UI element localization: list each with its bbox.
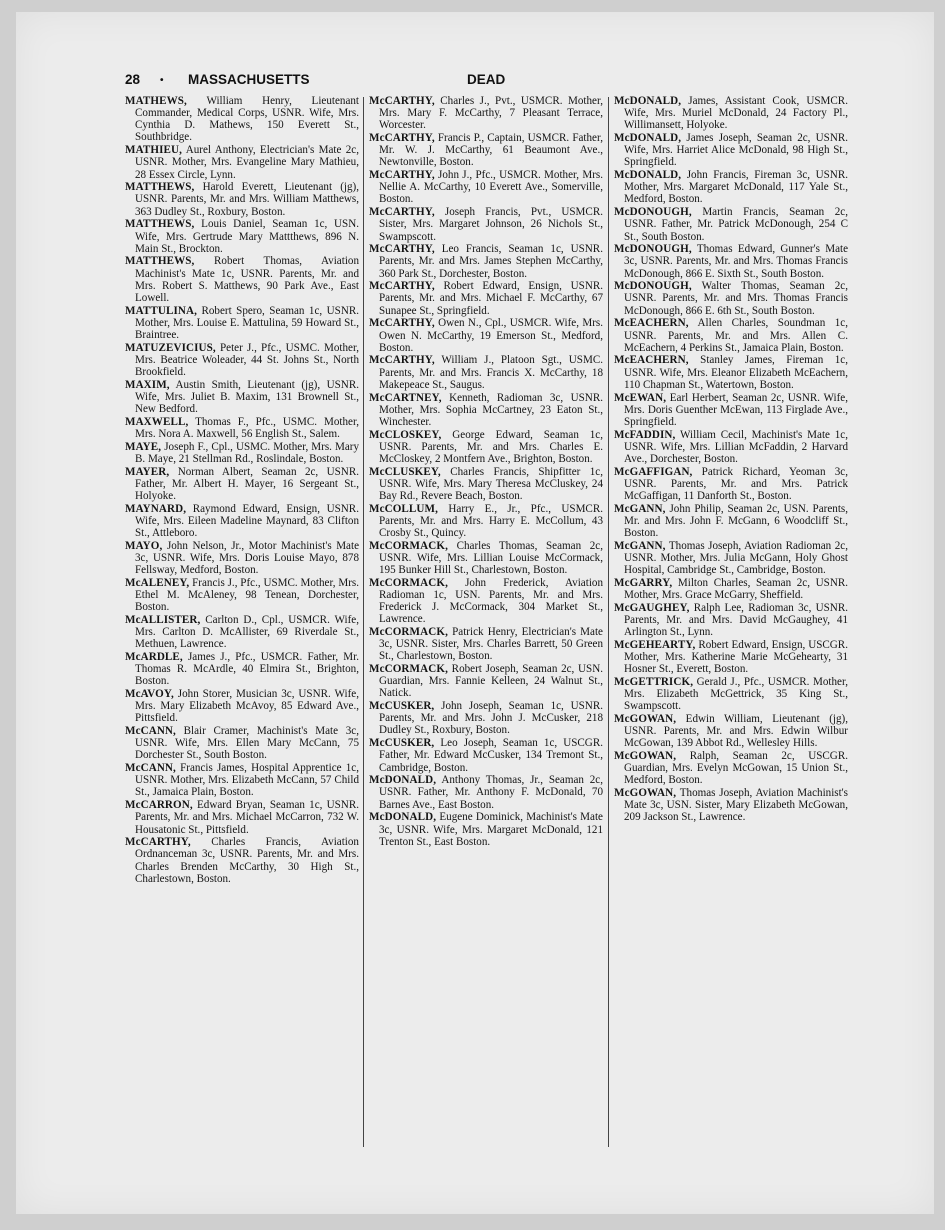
entry-details: Anthony Thomas, Jr., Seaman 2c, USNR. Father, Mr. Anthony F. McDonald, 70 Barnes Ave., East Boston. xyxy=(379,774,603,811)
entry-details: Leo Francis, Seaman 1c, USNR. Parents, Mr. and Mrs. James Stephen McCarthy, 360 Park St., Dorchester, Boston. xyxy=(379,243,603,280)
roster-entry xyxy=(614,713,848,749)
section-heading: DEAD xyxy=(467,72,506,87)
entry-details: Thomas Joseph, Aviation Machinist's Mate 3c, USN. Sister, Mary Elizabeth McGowan, 209 Jackson St., Lawrence. xyxy=(624,787,848,824)
entry-surname: McCARTHY, xyxy=(369,354,435,367)
entry-details: Milton Charles, Seaman 2c, USNR. Mother, Mrs. Grace McGarry, Sheffield. xyxy=(624,576,848,601)
entry-surname: McDONOUGH, xyxy=(614,206,692,219)
entry-details: Joseph Francis, Pvt., USMCR. Sister, Mrs. Margaret Johnson, 26 Nichols St., Swampscott. xyxy=(379,206,603,243)
roster-entry xyxy=(125,441,359,465)
entry-surname: McGANN, xyxy=(614,539,666,552)
roster-entry xyxy=(125,255,359,304)
roster-entry xyxy=(369,317,603,353)
entry-surname: McCANN, xyxy=(125,725,176,738)
entry-details: Patrick Richard, Yeoman 3c, USNR. Parents, Mr. and Mrs. Patrick McGaffigan, 11 Danforth St., Boston. xyxy=(624,465,848,502)
roster-entry xyxy=(369,429,603,465)
entry-details: Edwin William, Lieutenant (jg), USNR. Parents, Mr. and Mrs. Edwin Wilbur McGowan, 139 Abbot Rd., Wellesley Hills. xyxy=(624,712,848,750)
entry-details: William J., Platoon Sgt., USMC. Parents, Mr. and Mrs. Francis X. McCarthy, 18 Makepeace St., Saugus. xyxy=(379,354,603,391)
entry-surname: MATUZEVICIUS, xyxy=(125,341,216,354)
roster-entry xyxy=(125,181,359,217)
entry-details: James Joseph, Seaman 2c, USNR. Wife, Mrs. Harriet Alice McDonald, 98 High St., Springfield. xyxy=(624,132,849,169)
entry-details: Owen N., Cpl., USMCR. Wife, Mrs. Owen N. McCarthy, 19 Emerson St., Medford, Boston. xyxy=(379,317,603,354)
entry-surname: McCARTHY, xyxy=(369,243,435,256)
entry-details: Martin Francis, Seaman 2c, USNR. Father, Mr. Patrick McDonough, 254 C St., South Boston. xyxy=(624,206,848,243)
roster-entry xyxy=(125,144,359,180)
roster-entry xyxy=(125,577,359,613)
entry-surname: McEACHERN, xyxy=(614,317,689,330)
roster-entry xyxy=(614,132,848,168)
entry-details: John Frederick, Aviation Radioman 1c, USN. Parents, Mr. and Mrs. Frederick J. McCormack, 304 Market St., Lawrence. xyxy=(379,576,603,626)
entry-details: Stanley James, Fireman 1c, USNR. Wife, Mrs. Eleanor Elizabeth McEachern, 110 Chapman St., Watertown, Boston. xyxy=(624,354,848,391)
entry-details: Walter Thomas, Seaman 2c, USNR. Parents, Mr. and Mrs. Thomas Francis McDonough, 866 E. 6th St., South Boston. xyxy=(624,280,848,317)
roster-entry xyxy=(369,811,603,847)
roster-entry xyxy=(125,799,359,835)
entry-surname: McGAFFIGAN, xyxy=(614,465,693,478)
entry-surname: MAXWELL, xyxy=(125,415,189,428)
roster-entry xyxy=(125,466,359,502)
roster-entry xyxy=(369,774,603,810)
roster-entry xyxy=(369,737,603,773)
entry-details: Francis P., Captain, USMCR. Father, Mr. W. J. McCarthy, 61 Beaumont Ave., Newtonville, Boston. xyxy=(379,132,603,169)
state-heading: MASSACHUSETTS xyxy=(188,72,310,87)
entry-surname: McAVOY, xyxy=(125,688,174,700)
roster-entry xyxy=(369,354,603,390)
roster-entry xyxy=(614,354,848,390)
roster-entry xyxy=(125,379,359,415)
entry-details: John Nelson, Jr., Motor Machinist's Mate 3c, USNR. Wife, Mrs. Doris Louise Mayo, 878 Fellsway, Medford, Boston. xyxy=(135,539,359,577)
roster-entry xyxy=(125,651,359,687)
entry-details: Harry E., Jr., Pfc., USMCR. Parents, Mr. and Mrs. Harry E. McCollum, 43 Crosby St., Quincy. xyxy=(379,502,604,539)
roster-entry xyxy=(369,700,603,736)
entry-details: Robert Edward, Ensign, USCGR. Mother, Mrs. Katherine Marie McGehearty, 31 Hosner St., Everett, Boston. xyxy=(624,638,848,676)
entry-surname: McCARTHY, xyxy=(369,95,435,107)
roster-entry xyxy=(369,243,603,279)
entry-surname: MATTHEWS, xyxy=(125,218,195,231)
entry-surname: McGETTRICK, xyxy=(614,675,694,688)
roster-column-1 xyxy=(125,95,359,885)
entry-details: Austin Smith, Lieutenant (jg), USNR. Wife, Mrs. Juliet B. Maxim, 131 Brownell St., New Bedford. xyxy=(135,378,359,416)
roster-entry xyxy=(369,95,603,131)
roster-entry xyxy=(369,392,603,428)
entry-details: John Joseph, Seaman 1c, USNR. Parents, Mr. and Mrs. John J. McCusker, 218 Dudley St., Roxbury, Boston. xyxy=(379,700,603,737)
roster-entry xyxy=(369,280,603,316)
entry-details: Gerald J., Pfc., USMCR. Mother, Mrs. Elizabeth McGettrick, 35 King St., Swampscott. xyxy=(624,675,848,713)
roster-entry xyxy=(125,503,359,539)
entry-details: Thomas Joseph, Aviation Radioman 2c, USNR. Mother, Mrs. Julia McGann, Holy Ghost Hospital, Cambridge St., Cambridge, Boston. xyxy=(624,539,848,577)
entry-details: John Francis, Fireman 3c, USNR. Mother, Mrs. Margaret McDonald, 117 Yale St., Medford, Boston. xyxy=(624,169,848,206)
entry-surname: McCORMACK, xyxy=(369,663,448,676)
entry-surname: McCARTHY, xyxy=(125,836,191,849)
entry-surname: McCARTHY, xyxy=(369,169,435,182)
entry-surname: MAYE, xyxy=(125,440,162,453)
entry-surname: McDONALD, xyxy=(614,132,682,145)
roster-entry xyxy=(614,676,848,712)
entry-surname: McEACHERN, xyxy=(614,354,689,367)
entry-details: Robert Spero, Seaman 1c, USNR. Mother, Mrs. Louise E. Mattulina, 59 Howard St., Braintree. xyxy=(135,304,360,341)
entry-surname: McDONALD, xyxy=(369,774,437,787)
entry-surname: McFADDIN, xyxy=(614,428,676,441)
column-divider xyxy=(363,97,364,1147)
entry-surname: MAYO, xyxy=(125,539,163,552)
roster-entry xyxy=(614,466,848,502)
entry-details: Edward Bryan, Seaman 1c, USNR. Parents, Mr. and Mrs. Michael McCarron, 732 W. Housatonic St., Pittsfield. xyxy=(135,799,359,836)
roster-entry xyxy=(369,132,603,168)
roster-entry xyxy=(614,317,848,353)
entry-details: Thomas Edward, Gunner's Mate 3c, USNR. Parents, Mr. and Mrs. Thomas Francis McDonough, 866 E. Sixth St., South Boston. xyxy=(624,243,849,280)
entry-surname: McGEHEARTY, xyxy=(614,638,696,651)
entry-surname: McDONOUGH, xyxy=(614,280,692,293)
entry-surname: MAYER, xyxy=(125,465,170,478)
roster-entry xyxy=(614,503,848,539)
roster-column-3 xyxy=(614,95,848,824)
entry-details: James, Assistant Cook, USMCR. Wife, Mrs. Muriel McDonald, 24 Factory Pl., Willimansett, Holyoke. xyxy=(624,95,848,132)
entry-surname: McDONALD, xyxy=(369,811,437,824)
entry-details: Eugene Dominick, Machinist's Mate 3c, USNR. Wife, Mrs. Margaret McDonald, 121 Trenton St., East Boston. xyxy=(379,811,603,848)
entry-details: Earl Herbert, Seaman 2c, USNR. Wife, Mrs. Doris Guenther McEwan, 113 Firglade Ave., Springfield. xyxy=(624,391,848,428)
entry-details: Ralph Lee, Radioman 3c, USNR. Parents, Mr. and Mrs. David McGaughey, 41 Arlington St., Lynn. xyxy=(624,601,848,639)
entry-details: Harold Everett, Lieutenant (jg), USNR. Parents, Mr. and Mrs. William Matthews, 363 Dudley St., Roxbury, Boston. xyxy=(135,181,359,218)
entry-surname: MATTHEWS, xyxy=(125,181,195,194)
entry-details: Aurel Anthony, Electrician's Mate 2c, USNR. Mother, Mrs. Evangeline Mary Mathieu, 28 Essex Circle, Lynn. xyxy=(135,144,359,181)
roster-entry xyxy=(614,280,848,316)
entry-surname: McGANN, xyxy=(614,502,666,515)
entry-surname: McARDLE, xyxy=(125,650,183,663)
entry-details: James J., Pfc., USMCR. Father, Mr. Thomas R. McArdle, 40 Elmira St., Brighton, Boston. xyxy=(135,650,360,688)
entry-details: William Cecil, Machinist's Mate 1c, USNR. Wife, Mrs. Lillian McFaddin, 2 Harvard Ave., Dorchester, Boston. xyxy=(624,428,848,465)
entry-surname: McCARTHY, xyxy=(369,132,435,145)
entry-details: Leo Joseph, Seaman 1c, USCGR. Father, Mr. Edward McCusker, 134 Tremont St., Cambridge, Boston. xyxy=(379,737,603,774)
roster-entry xyxy=(125,305,359,341)
entry-details: Charles Thomas, Seaman 2c, USNR. Wife, Mrs. Lillian Louise McCormack, 195 Bunker Hill St., Charlestown, Boston. xyxy=(379,539,603,577)
entry-surname: McGOWAN, xyxy=(614,712,677,725)
roster-entry xyxy=(614,243,848,279)
entry-surname: McDONOUGH, xyxy=(614,243,692,256)
roster-entry xyxy=(369,540,603,576)
entry-details: Charles Francis, Aviation Ordnanceman 3c, USNR. Parents, Mr. and Mrs. Charles Brenden McCarthy, 30 High St., Charlestown, Boston. xyxy=(135,836,359,885)
entry-details: Allen Charles, Soundman 1c, USNR. Parents, Mr. and Mrs. Allen C. McEachern, 4 Perkins St., Jamaica Plain, Boston. xyxy=(624,317,848,354)
entry-surname: McGAUGHEY, xyxy=(614,601,690,614)
roster-entry xyxy=(369,466,603,502)
entry-details: Joseph F., Cpl., USMC. Mother, Mrs. Mary B. Maye, 21 Stellman Rd., Roslindale, Boston. xyxy=(135,440,359,465)
page-number: 28 xyxy=(125,72,141,87)
entry-details: Peter J., Pfc., USMC. Mother, Mrs. Beatrice Woleader, 44 St. Johns St., North Brookfield. xyxy=(135,341,359,378)
entry-surname: McCUSKER, xyxy=(369,737,435,750)
entry-details: Charles Francis, Shipfitter 1c, USNR. Wife, Mrs. Mary Theresa McCluskey, 24 Bay Rd., Revere Beach, Boston. xyxy=(379,465,603,502)
roster-entry xyxy=(125,836,359,885)
entry-surname: McCOLLUM, xyxy=(369,502,438,515)
entry-surname: McCARRON, xyxy=(125,799,193,812)
entry-surname: MATTHEWS, xyxy=(125,255,195,268)
roster-entry xyxy=(125,762,359,798)
entry-surname: McCARTHY, xyxy=(369,206,435,219)
roster-entry xyxy=(125,95,359,144)
entry-surname: McDONALD, xyxy=(614,169,682,182)
roster-entry xyxy=(369,577,603,626)
entry-details: John J., Pfc., USMCR. Mother, Mrs. Nellie A. McCarthy, 10 Everett Ave., Somerville, Boston. xyxy=(379,169,603,206)
roster-entry xyxy=(369,663,603,699)
entry-details: Louis Daniel, Seaman 1c, USN. Wife, Mrs. Gertrude Mary Mattthews, 896 N. Main St., Brockton. xyxy=(135,218,359,255)
entry-surname: MAYNARD, xyxy=(125,502,187,515)
entry-surname: McCUSKER, xyxy=(369,700,435,713)
entry-details: George Edward, Seaman 1c, USNR. Parents, Mr. and Mrs. Charles E. McCloskey, 2 Montfern Ave., Brighton, Boston. xyxy=(379,428,603,465)
roster-entry xyxy=(125,614,359,650)
entry-details: Charles J., Pvt., USMCR. Mother, Mrs. Mary F. McCarthy, 7 Pleasant Terrace, Worcester. xyxy=(379,95,603,132)
entry-surname: MATHIEU, xyxy=(125,144,182,157)
roster-entry xyxy=(614,787,848,823)
entry-details: Carlton D., Cpl., USMCR. Wife, Mrs. Carlton D. McAllister, 69 Riverdale St., Methuen, Lawrence. xyxy=(135,613,359,651)
roster-entry xyxy=(614,206,848,242)
entry-details: Francis J., Pfc., USMC. Mother, Mrs. Ethel M. McAleney, 98 Tenean, Dorchester, Boston. xyxy=(135,576,359,614)
entry-surname: McDONALD, xyxy=(614,95,682,107)
roster-entry xyxy=(614,602,848,638)
entry-surname: McGOWAN, xyxy=(614,749,677,762)
roster-entry xyxy=(125,342,359,378)
entry-surname: MAXIM, xyxy=(125,378,170,391)
roster-entry xyxy=(614,639,848,675)
roster-entry xyxy=(125,218,359,254)
entry-details: John Storer, Musician 3c, USNR. Wife, Mrs. Mary Elizabeth McAvoy, 85 Edward Ave., Pittsfield. xyxy=(135,688,359,725)
page-header xyxy=(125,72,853,92)
entry-details: Ralph, Seaman 2c, USCGR. Guardian, Mrs. Evelyn McGowan, 15 Union St., Medford, Boston. xyxy=(624,749,848,787)
roster-entry xyxy=(125,540,359,576)
roster-entry xyxy=(369,169,603,205)
entry-surname: McCANN, xyxy=(125,762,176,775)
roster-entry xyxy=(614,540,848,576)
entry-details: Francis James, Hospital Apprentice 1c, USNR. Mother, Mrs. Elizabeth McCann, 57 Child St., Jamaica Plain, Boston. xyxy=(135,762,359,799)
roster-entry xyxy=(369,503,603,539)
entry-surname: McCORMACK, xyxy=(369,576,448,589)
roster-entry xyxy=(614,169,848,205)
entry-details: Robert Joseph, Seaman 2c, USN. Guardian, Mrs. Fannie Kelleen, 24 Walnut St., Natick. xyxy=(379,663,603,700)
entry-surname: McCORMACK, xyxy=(369,539,448,552)
roster-entry xyxy=(125,688,359,724)
roster-entry xyxy=(369,206,603,242)
roster-entry xyxy=(614,392,848,428)
roster-entry xyxy=(125,725,359,761)
entry-details: William Henry, Lieutenant Commander, Medical Corps, USNR. Wife, Mrs. Cynthia D. Mathews, 150 Everett St., Southbridge. xyxy=(135,95,359,144)
entry-surname: McGOWAN, xyxy=(614,787,677,800)
entry-details: Patrick Henry, Electrician's Mate 3c, USNR. Sister, Mrs. Charles Barrett, 50 Green St., Charlestown, Boston. xyxy=(379,626,603,663)
entry-surname: McCARTHY, xyxy=(369,317,435,330)
entry-details: Thomas F., Pfc., USMC. Mother, Mrs. Nora A. Maxwell, 56 English St., Salem. xyxy=(135,415,359,440)
entry-surname: McALLISTER, xyxy=(125,613,201,626)
roster-entry xyxy=(614,429,848,465)
entry-surname: McCORMACK, xyxy=(369,626,448,639)
roster-entry xyxy=(614,577,848,601)
entry-details: Blair Cramer, Machinist's Mate 3c, USNR. Wife, Mrs. Ellen Mary McCann, 75 Dorchester St., South Boston. xyxy=(135,725,359,762)
entry-surname: McCARTNEY, xyxy=(369,391,442,404)
header-bullet: • xyxy=(160,75,164,86)
entry-details: Norman Albert, Seaman 2c, USNR. Father, Mr. Albert H. Mayer, 16 Sergeant St., Holyoke. xyxy=(135,465,359,502)
entry-surname: MATTULINA, xyxy=(125,304,197,317)
entry-surname: MATHEWS, xyxy=(125,95,187,107)
roster-entry xyxy=(369,626,603,662)
roster-column-2 xyxy=(369,95,603,848)
entry-surname: McGARRY, xyxy=(614,576,673,589)
column-divider xyxy=(608,97,609,1147)
entry-details: Robert Thomas, Aviation Machinist's Mate 1c, USNR. Parents, Mr. and Mrs. Robert S. Matthews, 90 Park Ave., East Lowell. xyxy=(135,255,359,304)
roster-entry xyxy=(614,750,848,786)
entry-surname: McCLUSKEY, xyxy=(369,465,441,478)
entry-surname: McCARTHY, xyxy=(369,280,435,293)
entry-surname: McALENEY, xyxy=(125,576,190,589)
entry-details: Kenneth, Radioman 3c, USNR. Mother, Mrs. Sophia McCartney, 23 Eaton St., Winchester. xyxy=(379,391,603,428)
entry-details: Raymond Edward, Ensign, USNR. Wife, Mrs. Eileen Madeline Maynard, 83 Clifton St., Attleboro. xyxy=(135,502,359,539)
entry-surname: McCLOSKEY, xyxy=(369,428,442,441)
entry-details: Robert Edward, Ensign, USNR. Parents, Mr. and Mrs. Michael F. McCarthy, 67 Sunapee St., Springfield. xyxy=(379,280,603,317)
roster-entry xyxy=(614,95,848,131)
entry-details: John Philip, Seaman 2c, USN. Parents, Mr. and Mrs. John F. McGann, 6 Woodcliff St., Boston. xyxy=(624,502,848,539)
entry-surname: McEWAN, xyxy=(614,391,667,404)
roster-entry xyxy=(125,416,359,440)
